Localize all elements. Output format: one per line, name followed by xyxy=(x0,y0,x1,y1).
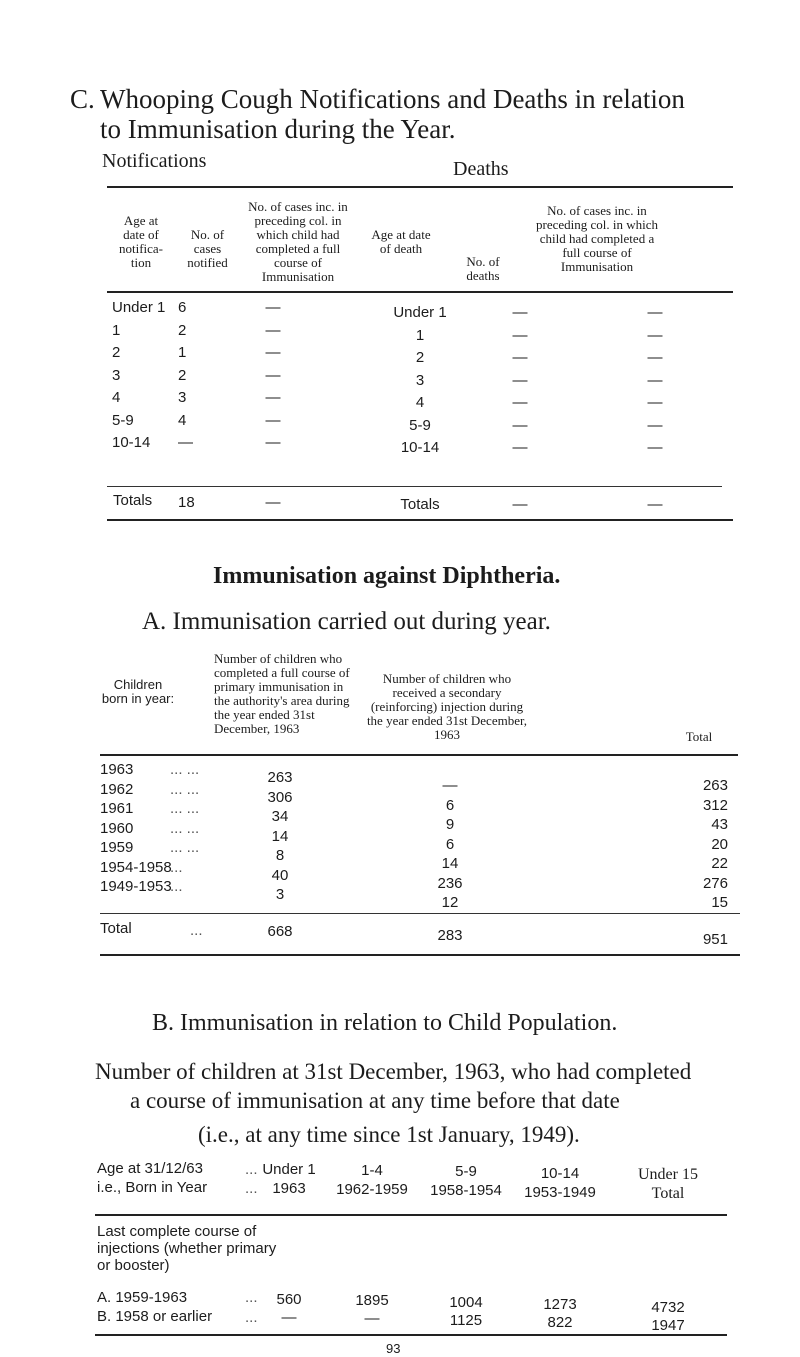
table-d-secondary-cell: 6 xyxy=(445,835,455,853)
table-c-death-age-cell: 4 xyxy=(415,394,425,411)
table-c-deaths-cell: — xyxy=(512,304,528,321)
table-d-dots-cell: ... xyxy=(170,878,183,895)
table-d-primary-cell: 34 xyxy=(271,808,289,825)
header-deaths-immunised: No. of cases inc. in preceding col. in which child had completed a full course of Immunisation xyxy=(535,203,658,274)
table-d-dots-cell: ... ... xyxy=(170,839,200,856)
row-b-total: 1947 xyxy=(651,1317,685,1334)
table-d-header-rule xyxy=(100,754,738,756)
table-c-deaths-cell: — xyxy=(512,326,528,344)
col-under15-born: Total xyxy=(651,1185,685,1202)
table-c-death-imm-cell: — xyxy=(647,326,663,344)
header-age-notification: Age at date of notifica- tion xyxy=(118,213,164,270)
table-d-dots-cell: ... ... xyxy=(170,780,200,798)
table-d-primary-column xyxy=(250,770,310,907)
table-c-age-cell: 5-9 xyxy=(112,411,134,429)
col-10-14-born: 1953-1949 xyxy=(524,1184,596,1201)
table-c-deaths-cell: — xyxy=(512,439,528,456)
age-at-label: Age at 31/12/63 xyxy=(97,1160,203,1177)
header-secondary: Number of children who received a secondary (reinforcing) injection during the year ended 31st December, 1963 xyxy=(366,671,528,742)
table-d-total-secondary: 283 xyxy=(437,927,463,944)
table-c-deaths-cell: — xyxy=(512,349,528,366)
row-a-5-9: 1004 xyxy=(449,1294,483,1311)
row-a-dots: ... xyxy=(245,1289,258,1306)
table-c-cases-cell: 2 xyxy=(178,321,187,339)
row-a-total: 4732 xyxy=(651,1299,685,1316)
table-c-deaths-column xyxy=(505,305,535,463)
table-c-cases-cell: 2 xyxy=(178,366,187,384)
table-c-imm-cell: — xyxy=(265,411,281,429)
table-d-total-cell: 263 xyxy=(702,777,728,794)
table-d-total-cell: 22 xyxy=(711,855,728,872)
table-c-death-imm-cell: — xyxy=(647,416,663,434)
page-number: 93 xyxy=(386,1341,401,1356)
table-c-cases-cell: 1 xyxy=(178,344,187,361)
age-dots: ... xyxy=(245,1161,258,1178)
table-d-year-cell: 1962 xyxy=(100,780,134,798)
col-1-4-age: 1-4 xyxy=(361,1162,383,1179)
table-c-death-age-cell: 3 xyxy=(415,371,425,389)
table-d-secondary-cell: 12 xyxy=(441,894,459,911)
header-age-death: Age at date of death xyxy=(371,227,431,256)
table-d-total-cell: 276 xyxy=(702,874,728,892)
row-a-1-4: 1895 xyxy=(355,1292,389,1309)
table-d-secondary-cell: 6 xyxy=(445,796,455,814)
section-b-para-line1: Number of children at 31st December, 1963, who had completed xyxy=(95,1059,692,1084)
last-course-label: Last complete course of injections (whether primary or booster) xyxy=(97,1223,277,1274)
header-cases-notified: No. of cases notified xyxy=(187,227,228,270)
table-d-dots-cell: ... xyxy=(170,858,183,876)
table-c-totals-death-imm: — xyxy=(647,496,663,513)
table-c-cases-cell: — xyxy=(178,434,193,451)
diphtheria-heading: Immunisation against Diphtheria. xyxy=(213,563,561,589)
table-d-dots-cell: ... ... xyxy=(170,819,200,837)
table-c-death-imm-cell: — xyxy=(647,371,663,389)
table-c-death-imm-cell: — xyxy=(647,349,663,366)
table-d-total-cell: 43 xyxy=(711,816,728,833)
table-d-year-cell: 1949-1953 xyxy=(100,878,172,895)
table-c-death-age-cell: 5-9 xyxy=(409,416,431,434)
table-d-secondary-column xyxy=(420,778,480,915)
table-d-total-dots: ... xyxy=(190,922,203,939)
table-c-death-imm-column xyxy=(640,305,670,463)
table-d-bottom-rule xyxy=(100,954,740,956)
section-c-title-line2: to Immunisation during the Year. xyxy=(100,114,456,144)
table-d-total-total: 951 xyxy=(702,931,728,948)
row-a-under1: 560 xyxy=(276,1291,302,1308)
col-5-9-age: 5-9 xyxy=(455,1163,477,1180)
table-c-deaths-cell: — xyxy=(512,371,528,389)
table-d-dots-column xyxy=(170,762,210,899)
table-d-total-primary: 668 xyxy=(267,923,293,940)
table-c-imm-column xyxy=(258,300,288,458)
table-d-primary-cell: 306 xyxy=(267,788,293,806)
table-c-death-age-cell: 1 xyxy=(415,326,425,344)
table-c-imm-cell: — xyxy=(265,366,281,384)
table-c-cases-column xyxy=(178,300,198,458)
section-b-para-line3: (i.e., at any time since 1st January, 1949). xyxy=(198,1122,580,1147)
diphtheria-sub-a: A. Immunisation carried out during year. xyxy=(142,608,551,635)
table-c-totals-imm: — xyxy=(265,494,281,511)
section-c-title-line1: Whooping Cough Notifications and Deaths in relation xyxy=(100,84,685,114)
col-under1-age: Under 1 xyxy=(262,1161,316,1178)
table-c-imm-cell: — xyxy=(265,344,281,361)
born-in-year-label: i.e., Born in Year xyxy=(97,1179,208,1196)
header-children-born: Children born in year: xyxy=(101,677,175,706)
table-d-secondary-cell: 9 xyxy=(445,816,455,833)
table-d-year-cell: 1954-1958 xyxy=(100,858,172,876)
table-d-primary-cell: 14 xyxy=(271,827,289,845)
table-d-total-cell: 312 xyxy=(702,796,728,814)
table-c-top-rule xyxy=(107,186,733,188)
table-d-primary-cell: 40 xyxy=(271,866,289,884)
table-c-cases-cell: 6 xyxy=(178,299,187,316)
section-c-letter: C. xyxy=(70,84,95,114)
table-d-year-cell: 1959 xyxy=(100,839,134,856)
table-d-primary-cell: 263 xyxy=(267,769,293,786)
table-c-totals-rule xyxy=(107,486,722,487)
table-d-total-cell: 20 xyxy=(711,835,728,853)
table-c-death-imm-cell: — xyxy=(647,394,663,411)
table-c-totals-label: Totals xyxy=(113,492,153,509)
table-c-bottom-rule xyxy=(107,519,733,521)
table-d-total-label: Total xyxy=(100,920,132,937)
notifications-label: Notifications xyxy=(102,150,207,172)
born-dots: ... xyxy=(245,1180,258,1197)
col-5-9-born: 1958-1954 xyxy=(430,1182,502,1199)
table-c-age-cell: 1 xyxy=(112,321,121,339)
col-1-4-born: 1962-1959 xyxy=(336,1181,408,1198)
row-b-10-14: 822 xyxy=(547,1314,573,1331)
table-c-deaths-cell: — xyxy=(512,394,528,411)
section-b-para-line2: a course of immunisation at any time before that date xyxy=(130,1088,620,1113)
table-c-death-age-cell: Under 1 xyxy=(393,304,447,321)
table-c-death-imm-cell: — xyxy=(647,304,663,321)
row-b-5-9: 1125 xyxy=(449,1312,483,1329)
table-d-secondary-cell: — xyxy=(442,777,458,794)
section-b-heading: B. Immunisation in relation to Child Population. xyxy=(152,1010,618,1036)
table-d-total-cell: 15 xyxy=(711,894,728,911)
row-b-dots: ... xyxy=(245,1309,258,1326)
table-c-age-column xyxy=(112,300,172,458)
col-under1-born: 1963 xyxy=(272,1180,306,1197)
row-a-10-14: 1273 xyxy=(543,1296,577,1313)
col-under15-age: Under 15 xyxy=(638,1166,698,1183)
table-d-primary-cell: 8 xyxy=(275,847,285,864)
table-d-year-cell: 1960 xyxy=(100,819,134,837)
table-c-age-cell: 2 xyxy=(112,344,121,361)
table-d-year-cell: 1961 xyxy=(100,800,134,817)
table-c-header-rule xyxy=(107,291,733,293)
table-d-dots-cell: ... ... xyxy=(170,800,200,817)
row-a-label: A. 1959-1963 xyxy=(97,1289,188,1306)
table-c-imm-cell: — xyxy=(265,389,281,406)
row-b-1-4: — xyxy=(364,1310,380,1327)
header-cases-immunised: No. of cases inc. in preceding col. in which child had completed a full course of Immunisation xyxy=(248,199,348,284)
table-c-totals-cases: 18 xyxy=(178,494,195,511)
table-c-deaths-cell: — xyxy=(512,416,528,434)
table-b-header-rule xyxy=(95,1214,727,1216)
table-c-totals-deaths: — xyxy=(512,496,528,513)
table-d-year-cell: 1963 xyxy=(100,761,134,778)
row-b-label: B. 1958 or earlier xyxy=(97,1308,213,1325)
table-d-secondary-cell: 236 xyxy=(437,874,463,892)
table-c-death-age-cell: 2 xyxy=(415,349,425,366)
table-c-death-age-cell: 10-14 xyxy=(400,439,440,456)
table-c-imm-cell: — xyxy=(265,321,281,339)
table-c-imm-cell: — xyxy=(265,434,281,451)
table-d-dots-cell: ... ... xyxy=(170,761,200,778)
table-c-totals-death-label: Totals xyxy=(400,496,440,513)
header-num-deaths: No. of deaths xyxy=(466,254,500,283)
row-b-under1: — xyxy=(281,1309,297,1326)
table-c-cases-cell: 4 xyxy=(178,411,187,429)
table-c-imm-cell: — xyxy=(265,299,281,316)
table-d-total-rule xyxy=(100,913,740,914)
table-c-death-imm-cell: — xyxy=(647,439,663,456)
table-c-death-age-column xyxy=(370,305,470,463)
table-d-secondary-cell: 14 xyxy=(441,855,459,872)
col-10-14-age: 10-14 xyxy=(540,1165,580,1182)
table-c-age-cell: 10-14 xyxy=(112,434,151,451)
table-c-age-cell: 4 xyxy=(112,389,121,406)
table-c-age-cell: 3 xyxy=(112,366,121,384)
table-d-total-column xyxy=(670,778,728,915)
table-c-age-cell: Under 1 xyxy=(112,299,166,316)
table-c-cases-cell: 3 xyxy=(178,389,187,406)
table-b-bottom-rule xyxy=(95,1334,727,1336)
header-total: Total xyxy=(685,729,713,744)
deaths-label: Deaths xyxy=(453,158,509,180)
header-primary: Number of children who completed a full course of primary immunisation in the authority's area during the year ended 31st December, 1963 xyxy=(214,651,350,736)
table-d-primary-cell: 3 xyxy=(275,886,285,903)
